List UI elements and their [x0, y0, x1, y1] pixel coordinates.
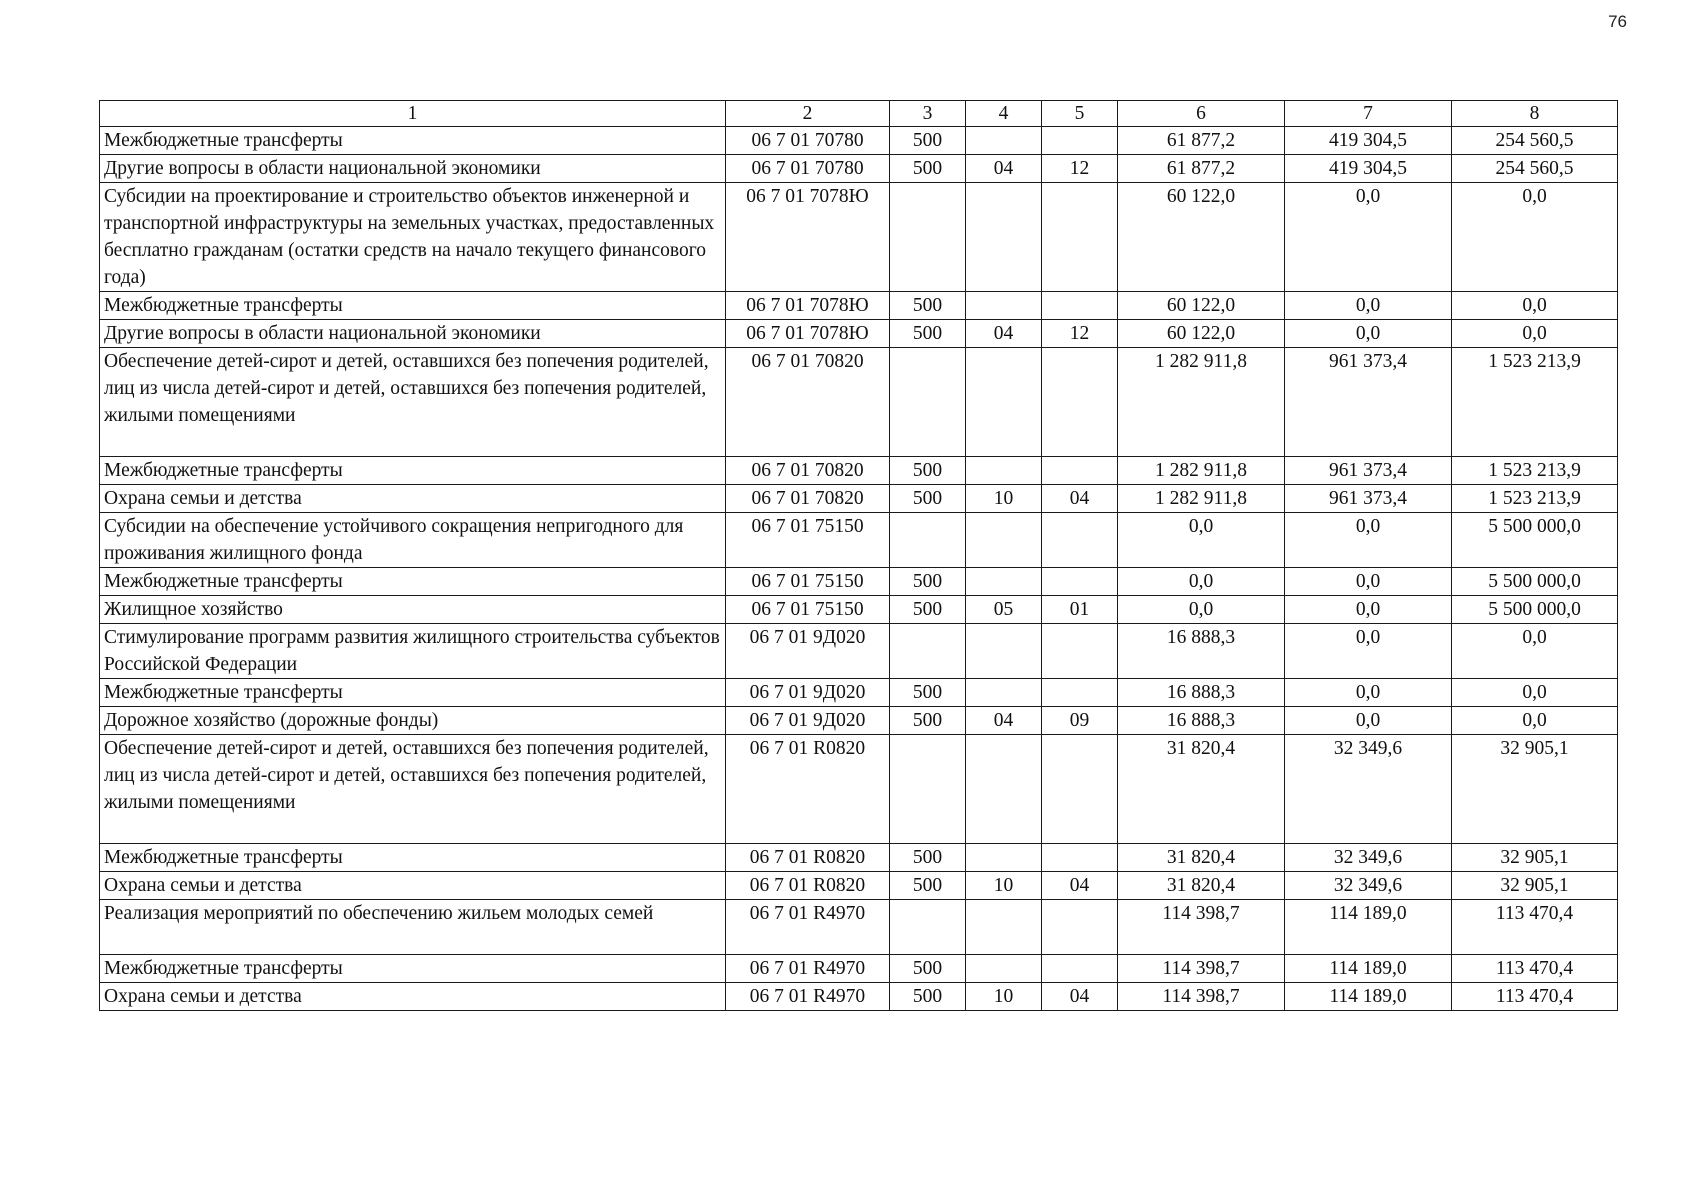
cell-col-4: 05 — [966, 596, 1042, 624]
cell-col-6: 31 820,4 — [1118, 872, 1285, 900]
header-col-7: 7 — [1285, 101, 1452, 127]
table-row — [100, 457, 1618, 485]
cell-code: 06 7 01 70780 — [726, 155, 890, 183]
cell-col-8: 5 500 000,0 — [1452, 568, 1618, 596]
cell-col-5 — [1042, 735, 1118, 844]
cell-col-7: 419 304,5 — [1285, 155, 1452, 183]
cell-code: 06 7 01 75150 — [726, 513, 890, 568]
table-row — [100, 955, 1618, 983]
cell-col-8: 0,0 — [1452, 320, 1618, 348]
cell-col-6: 31 820,4 — [1118, 735, 1285, 844]
cell-col-4: 04 — [966, 320, 1042, 348]
cell-col-5 — [1042, 624, 1118, 679]
cell-col-7: 114 189,0 — [1285, 955, 1452, 983]
cell-col-8: 113 470,4 — [1452, 983, 1618, 1011]
cell-col-5: 09 — [1042, 707, 1118, 735]
cell-col-4 — [966, 127, 1042, 155]
cell-code: 06 7 01 70820 — [726, 485, 890, 513]
cell-code: 06 7 01 70820 — [726, 348, 890, 457]
cell-col-8: 32 905,1 — [1452, 844, 1618, 872]
table-header-row — [100, 101, 1618, 127]
cell-col-5 — [1042, 679, 1118, 707]
cell-code: 06 7 01 R4970 — [726, 983, 890, 1011]
cell-col-7: 0,0 — [1285, 624, 1452, 679]
table-row — [100, 900, 1618, 955]
cell-name: Другие вопросы в области национальной экономики — [100, 320, 726, 348]
cell-col-5 — [1042, 348, 1118, 457]
cell-col-3: 500 — [890, 872, 966, 900]
cell-col-3: 500 — [890, 127, 966, 155]
cell-col-3: 500 — [890, 292, 966, 320]
cell-name: Межбюджетные трансферты — [100, 292, 726, 320]
cell-col-3: 500 — [890, 955, 966, 983]
cell-col-4: 04 — [966, 707, 1042, 735]
header-col-2: 2 — [726, 101, 890, 127]
cell-col-8: 0,0 — [1452, 292, 1618, 320]
cell-col-8: 0,0 — [1452, 679, 1618, 707]
cell-code: 06 7 01 70820 — [726, 457, 890, 485]
cell-col-4 — [966, 679, 1042, 707]
cell-col-7: 0,0 — [1285, 707, 1452, 735]
cell-col-5 — [1042, 844, 1118, 872]
cell-col-5: 12 — [1042, 155, 1118, 183]
table-row — [100, 513, 1618, 568]
cell-col-3: 500 — [890, 679, 966, 707]
cell-col-7: 0,0 — [1285, 568, 1452, 596]
cell-col-8: 5 500 000,0 — [1452, 513, 1618, 568]
cell-col-5 — [1042, 292, 1118, 320]
cell-code: 06 7 01 9Д020 — [726, 624, 890, 679]
table-row — [100, 127, 1618, 155]
cell-name: Жилищное хозяйство — [100, 596, 726, 624]
cell-col-7: 0,0 — [1285, 513, 1452, 568]
cell-col-4 — [966, 183, 1042, 292]
cell-col-8: 32 905,1 — [1452, 735, 1618, 844]
cell-name: Межбюджетные трансферты — [100, 457, 726, 485]
cell-col-8: 0,0 — [1452, 624, 1618, 679]
cell-col-6: 61 877,2 — [1118, 155, 1285, 183]
cell-code: 06 7 01 75150 — [726, 596, 890, 624]
page-number: 76 — [1608, 12, 1627, 31]
header-col-1: 1 — [100, 101, 726, 127]
cell-col-3: 500 — [890, 596, 966, 624]
cell-col-4 — [966, 348, 1042, 457]
cell-name: Субсидии на проектирование и строительство объектов инженерной и транспортной инфраструктуры на земельных участках, предоставленных бесплатно гражданам (остатки средств на начало текущего финансового года) — [100, 183, 726, 292]
cell-col-3 — [890, 513, 966, 568]
cell-col-6: 1 282 911,8 — [1118, 348, 1285, 457]
cell-name: Межбюджетные трансферты — [100, 844, 726, 872]
cell-col-4 — [966, 955, 1042, 983]
header-col-6: 6 — [1118, 101, 1285, 127]
cell-name: Охрана семьи и детства — [100, 983, 726, 1011]
cell-col-8: 113 470,4 — [1452, 955, 1618, 983]
table-row — [100, 707, 1618, 735]
cell-col-6: 114 398,7 — [1118, 900, 1285, 955]
cell-col-8: 1 523 213,9 — [1452, 485, 1618, 513]
cell-code: 06 7 01 9Д020 — [726, 679, 890, 707]
cell-col-5: 04 — [1042, 872, 1118, 900]
cell-col-6: 1 282 911,8 — [1118, 457, 1285, 485]
cell-col-6: 1 282 911,8 — [1118, 485, 1285, 513]
table-row — [100, 679, 1618, 707]
table-row — [100, 568, 1618, 596]
cell-col-6: 0,0 — [1118, 513, 1285, 568]
cell-col-8: 32 905,1 — [1452, 872, 1618, 900]
table-row — [100, 320, 1618, 348]
cell-col-5: 12 — [1042, 320, 1118, 348]
cell-col-6: 114 398,7 — [1118, 983, 1285, 1011]
cell-col-8: 254 560,5 — [1452, 155, 1618, 183]
cell-col-5: 04 — [1042, 983, 1118, 1011]
cell-col-7: 114 189,0 — [1285, 900, 1452, 955]
cell-col-7: 419 304,5 — [1285, 127, 1452, 155]
cell-col-5: 04 — [1042, 485, 1118, 513]
header-col-4: 4 — [966, 101, 1042, 127]
cell-name: Субсидии на обеспечение устойчивого сокращения непригодного для проживания жилищного фонда — [100, 513, 726, 568]
cell-code: 06 7 01 7078Ю — [726, 320, 890, 348]
cell-col-3: 500 — [890, 844, 966, 872]
cell-col-3: 500 — [890, 155, 966, 183]
cell-col-4 — [966, 900, 1042, 955]
cell-col-8: 113 470,4 — [1452, 900, 1618, 955]
table-row — [100, 872, 1618, 900]
cell-col-7: 0,0 — [1285, 320, 1452, 348]
table-row — [100, 348, 1618, 457]
table-row — [100, 844, 1618, 872]
header-col-5: 5 — [1042, 101, 1118, 127]
cell-name: Стимулирование программ развития жилищного строительства субъектов Российской Федерации — [100, 624, 726, 679]
cell-name: Межбюджетные трансферты — [100, 127, 726, 155]
cell-col-5 — [1042, 183, 1118, 292]
cell-col-4: 10 — [966, 983, 1042, 1011]
header-col-3: 3 — [890, 101, 966, 127]
table-row — [100, 183, 1618, 292]
cell-col-7: 114 189,0 — [1285, 983, 1452, 1011]
cell-col-6: 60 122,0 — [1118, 183, 1285, 292]
cell-col-4: 04 — [966, 155, 1042, 183]
cell-col-8: 0,0 — [1452, 183, 1618, 292]
cell-code: 06 7 01 R4970 — [726, 955, 890, 983]
cell-name: Межбюджетные трансферты — [100, 955, 726, 983]
cell-col-4: 10 — [966, 485, 1042, 513]
table-row — [100, 485, 1618, 513]
cell-code: 06 7 01 R4970 — [726, 900, 890, 955]
cell-col-7: 0,0 — [1285, 292, 1452, 320]
cell-col-7: 961 373,4 — [1285, 457, 1452, 485]
cell-col-3: 500 — [890, 568, 966, 596]
cell-col-3: 500 — [890, 485, 966, 513]
cell-col-7: 0,0 — [1285, 679, 1452, 707]
cell-name: Охрана семьи и детства — [100, 872, 726, 900]
cell-col-4 — [966, 457, 1042, 485]
cell-name: Межбюджетные трансферты — [100, 568, 726, 596]
cell-col-4 — [966, 735, 1042, 844]
cell-code: 06 7 01 R0820 — [726, 735, 890, 844]
cell-col-6: 60 122,0 — [1118, 292, 1285, 320]
cell-col-5 — [1042, 900, 1118, 955]
cell-col-3 — [890, 183, 966, 292]
cell-col-4: 10 — [966, 872, 1042, 900]
cell-col-7: 32 349,6 — [1285, 844, 1452, 872]
cell-col-6: 31 820,4 — [1118, 844, 1285, 872]
cell-col-5 — [1042, 955, 1118, 983]
cell-col-4 — [966, 568, 1042, 596]
cell-col-5 — [1042, 513, 1118, 568]
cell-col-6: 114 398,7 — [1118, 955, 1285, 983]
cell-col-5 — [1042, 457, 1118, 485]
cell-col-4 — [966, 292, 1042, 320]
cell-col-3 — [890, 900, 966, 955]
cell-code: 06 7 01 R0820 — [726, 872, 890, 900]
cell-col-8: 254 560,5 — [1452, 127, 1618, 155]
table-row — [100, 624, 1618, 679]
cell-col-5: 01 — [1042, 596, 1118, 624]
cell-col-7: 961 373,4 — [1285, 485, 1452, 513]
table-row — [100, 292, 1618, 320]
cell-col-6: 0,0 — [1118, 596, 1285, 624]
cell-col-7: 32 349,6 — [1285, 872, 1452, 900]
cell-code: 06 7 01 75150 — [726, 568, 890, 596]
cell-col-3: 500 — [890, 320, 966, 348]
cell-col-3 — [890, 735, 966, 844]
cell-col-4 — [966, 624, 1042, 679]
table-row — [100, 596, 1618, 624]
cell-name: Дорожное хозяйство (дорожные фонды) — [100, 707, 726, 735]
cell-col-6: 0,0 — [1118, 568, 1285, 596]
cell-col-3: 500 — [890, 457, 966, 485]
cell-col-4 — [966, 513, 1042, 568]
cell-col-6: 16 888,3 — [1118, 707, 1285, 735]
cell-col-8: 5 500 000,0 — [1452, 596, 1618, 624]
cell-col-5 — [1042, 127, 1118, 155]
cell-col-6: 16 888,3 — [1118, 624, 1285, 679]
cell-col-3: 500 — [890, 707, 966, 735]
cell-col-3 — [890, 348, 966, 457]
cell-code: 06 7 01 7078Ю — [726, 183, 890, 292]
cell-col-4 — [966, 844, 1042, 872]
cell-col-6: 61 877,2 — [1118, 127, 1285, 155]
cell-col-7: 961 373,4 — [1285, 348, 1452, 457]
table-row — [100, 983, 1618, 1011]
cell-name: Обеспечение детей-сирот и детей, оставшихся без попечения родителей, лиц из числа детей-сирот и детей, оставшихся без попечения родителей, жилыми помещениями — [100, 348, 726, 457]
cell-col-7: 0,0 — [1285, 596, 1452, 624]
cell-name: Межбюджетные трансферты — [100, 679, 726, 707]
cell-name: Обеспечение детей-сирот и детей, оставшихся без попечения родителей, лиц из числа детей-сирот и детей, оставшихся без попечения родителей, жилыми помещениями — [100, 735, 726, 844]
cell-name: Реализация мероприятий по обеспечению жильем молодых семей — [100, 900, 726, 955]
table-row — [100, 735, 1618, 844]
cell-col-6: 16 888,3 — [1118, 679, 1285, 707]
table-row — [100, 155, 1618, 183]
cell-col-6: 60 122,0 — [1118, 320, 1285, 348]
cell-code: 06 7 01 R0820 — [726, 844, 890, 872]
cell-col-3: 500 — [890, 983, 966, 1011]
header-col-8: 8 — [1452, 101, 1618, 127]
cell-name: Другие вопросы в области национальной экономики — [100, 155, 726, 183]
cell-col-5 — [1042, 568, 1118, 596]
cell-code: 06 7 01 70780 — [726, 127, 890, 155]
cell-col-7: 0,0 — [1285, 183, 1452, 292]
cell-col-8: 1 523 213,9 — [1452, 457, 1618, 485]
budget-table — [99, 100, 1618, 1011]
cell-col-3 — [890, 624, 966, 679]
cell-code: 06 7 01 9Д020 — [726, 707, 890, 735]
cell-col-8: 1 523 213,9 — [1452, 348, 1618, 457]
cell-col-7: 32 349,6 — [1285, 735, 1452, 844]
cell-col-8: 0,0 — [1452, 707, 1618, 735]
cell-code: 06 7 01 7078Ю — [726, 292, 890, 320]
cell-name: Охрана семьи и детства — [100, 485, 726, 513]
